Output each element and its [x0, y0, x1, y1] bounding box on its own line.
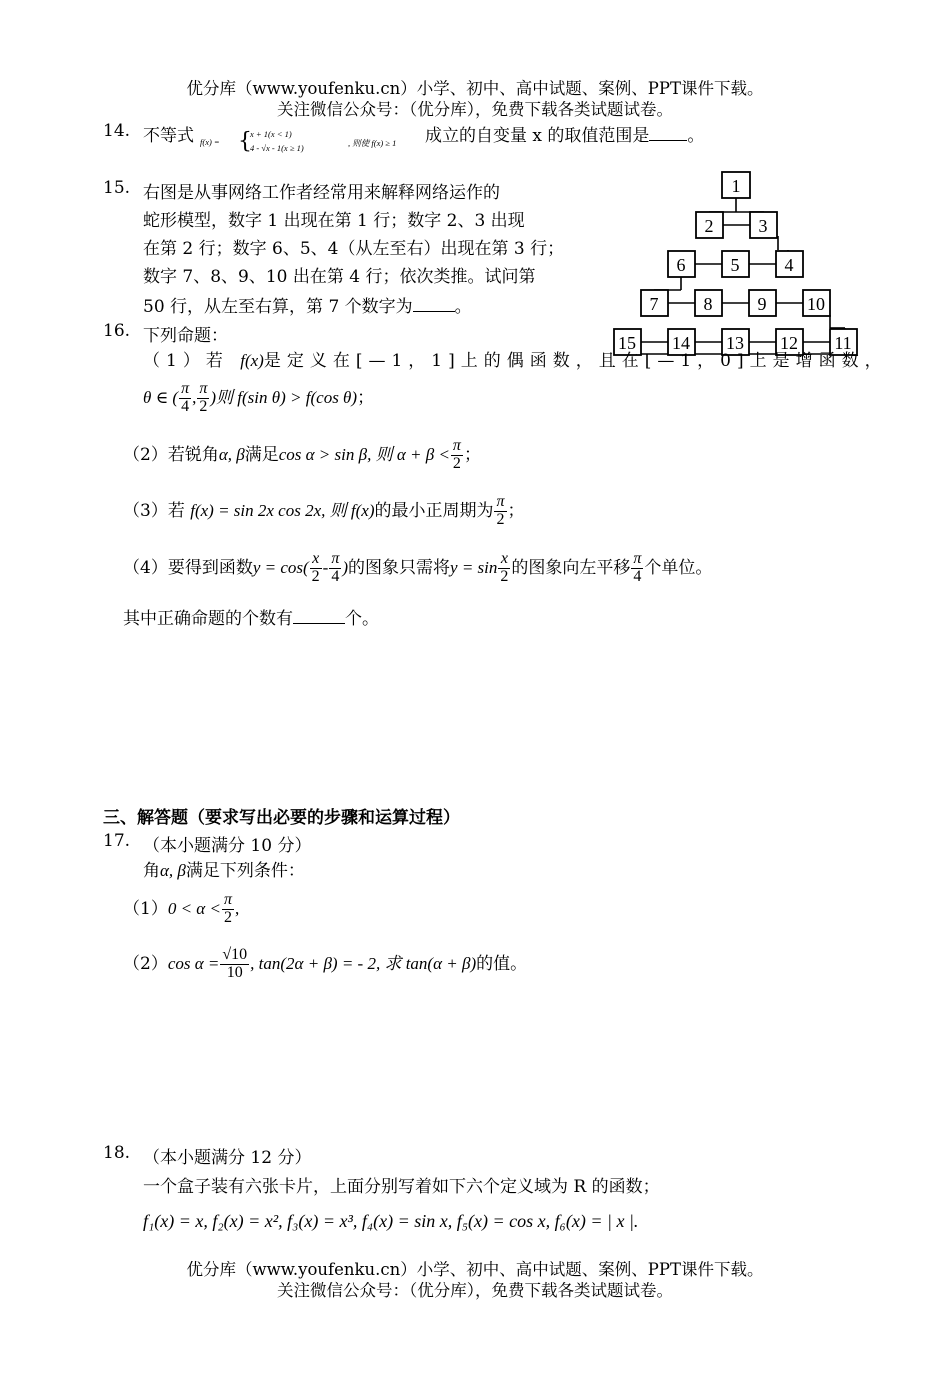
q14-piecewise: [200, 128, 425, 158]
q15-line-5-text: 50 行，从左至右算，第 7 个数字为: [143, 297, 413, 317]
q16-answer-blank[interactable]: [293, 623, 345, 624]
q16-p2-text2: 满足: [244, 444, 279, 465]
diagram-num: 12: [780, 333, 798, 353]
frac-den: 2: [452, 454, 461, 472]
diagram-num: 1: [731, 176, 741, 196]
q16-p3-expr: f(x) = sin 2x cos 2x, 则 f(x): [190, 500, 375, 520]
snake-model-diagram: [608, 168, 863, 364]
q17-condition-2: [123, 947, 527, 982]
q16-p2-text: 若锐角: [167, 444, 219, 465]
q16-p4-minus: -: [322, 557, 329, 577]
q15-end: 。: [454, 297, 472, 317]
q15-line-2: 蛇形模型，数字 1 出现在第 1 行；数字 2、3 出现: [143, 211, 525, 231]
section3-title: 三、解答题（要求写出必要的步骤和运算过程）: [103, 808, 460, 828]
q16-p3-semi: ；: [507, 500, 525, 521]
frac-pi: π: [452, 437, 461, 454]
q16-p3-label: （3）: [123, 500, 168, 521]
q18-intro: 一个盒子装有六张卡片，上面分别写着如下六个定义域为 R 的函数；: [143, 1177, 660, 1197]
q16-p1-semi: ；: [357, 387, 375, 408]
frac-den: 2: [500, 567, 509, 585]
footer-line-2: 关注微信公众号：（优分库），免费下载各类试题试卷。: [277, 1281, 673, 1300]
q16-p4-text: 要得到函数: [167, 557, 253, 578]
frac-den: 2: [311, 567, 320, 585]
q17-c2-b: , tan(2α + β) = - 2, 求 tan(α + β): [250, 953, 477, 973]
q14-number: 14.: [103, 121, 131, 141]
diagram-num: 8: [703, 294, 713, 314]
q15-line-1: 右图是从事网络工作者经常用来解释网络运作的: [143, 183, 500, 203]
q16-p2-expr: α, β: [218, 444, 245, 464]
q16-p4-expr-b: ): [342, 557, 349, 577]
q16-p1-fx: f(x): [240, 351, 264, 370]
q17-c2-end: 的值。: [476, 953, 528, 974]
diagram-num: 13: [726, 333, 744, 353]
q15-number: 15.: [103, 178, 131, 198]
frac-den: 4: [331, 567, 340, 585]
q16-p2: [123, 438, 481, 473]
q16-p4-text3: 的图象向左平移: [511, 557, 631, 578]
footer-line-1: 优分库（www.youfenku.cn）小学、初中、高中试题、案例、PPT课件下载。: [186, 1260, 764, 1279]
frac-pi: π: [223, 891, 232, 908]
q16-p4-label: （4）: [123, 557, 168, 578]
frac-den: 2: [223, 908, 232, 926]
q14-piece-row1: x + 1(x < 1): [250, 129, 292, 139]
q16-p4-expr-a: y = cos(: [252, 557, 309, 577]
q18-number: 18.: [103, 1143, 131, 1163]
q16-p3: [123, 494, 525, 529]
q17-c1-label: （1）: [123, 898, 168, 919]
q16-p1-rest: )则 f(sin θ) > f(cos θ): [210, 387, 358, 407]
q16-p1-text-b: 是定义在[—1，1]上的偶函数，且在[—1，0]上是增函数，: [263, 351, 888, 371]
q17-intro-expr: α, β: [160, 861, 186, 880]
frac-den: 2: [199, 397, 208, 415]
q16-p3-text: 若: [167, 500, 185, 521]
frac-pi: π: [199, 380, 208, 397]
q16-title: 下列命题：: [143, 326, 228, 346]
q16-p2-semi: ；: [463, 444, 481, 465]
q18-functions: f₁(x) = x, f₂(x) = x², f₃(x) = x³, f₄(x) = sin x, f₅(x) = cos x, f₆(x) = | x |.: [143, 1211, 639, 1231]
q15-answer-blank[interactable]: [413, 311, 455, 312]
header-line-2: 关注微信公众号：（优分库），免费下载各类试题试卷。: [277, 100, 673, 119]
q17-intro: [143, 856, 305, 881]
diagram-num: 4: [784, 255, 794, 275]
q14-piece-tail: , 则使 f(x) ≥ 1: [348, 138, 397, 148]
diagram-num: 6: [676, 255, 686, 275]
q15-line-3: 在第 2 行；数字 6、5、4（从左至右）出现在第 3 行；: [143, 239, 565, 259]
q17-intro-a: 角: [143, 861, 160, 881]
q14-brace-glyph: {: [238, 129, 252, 154]
diagram-num: 14: [672, 333, 690, 353]
q16-p1-theta: θ ∈ (: [143, 387, 179, 407]
q16-p1-label: （1）: [143, 351, 206, 371]
q14-piece-row2: 4 - √x - 1(x ≥ 1): [250, 143, 304, 153]
q16-number: 16.: [103, 321, 131, 341]
q16-p1-line2: θ ∈ ( $\frac{\pi}{4}$ , $\frac{\pi}{2}$ )则 f(sin θ) > f(cos θ)；: [143, 380, 375, 415]
frac-num: x: [310, 551, 322, 569]
frac-den: 2: [496, 510, 505, 528]
diagram-num: 7: [649, 294, 659, 314]
q14-piece-fx: f(x) =: [200, 137, 220, 147]
q17-number: 17.: [103, 831, 131, 851]
q14-answer-blank[interactable]: [649, 140, 687, 141]
q17-c2-a: cos α =: [167, 953, 220, 973]
frac-num: x: [498, 551, 510, 569]
frac-num: √10: [222, 946, 248, 963]
q16-p2-expr2: cos α > sin β, 则 α + β <: [278, 444, 450, 464]
q16-p3-text2: 的最小正周期为: [374, 500, 494, 521]
frac-pi: π: [331, 550, 340, 567]
q16-p1-line1: [143, 346, 888, 371]
frac-den: 10: [226, 963, 243, 981]
frac-den: 4: [633, 567, 642, 585]
diagram-num: 3: [758, 216, 768, 236]
q16-p4-text4: 个单位。: [644, 557, 713, 578]
q17-points: （本小题满分 10 分）: [143, 836, 312, 856]
q15-line-5: [143, 292, 472, 317]
q16-p1-text-a: 若: [205, 351, 229, 371]
q16-p4-expr-c: y = sin: [450, 557, 498, 577]
frac-pi: π: [633, 550, 642, 567]
q14-lead: 不等式: [143, 126, 194, 146]
q17-c1-end: ,: [234, 898, 240, 918]
diagram-num: 9: [757, 294, 767, 314]
frac-den: 4: [181, 397, 190, 415]
q16-conclusion: [123, 604, 379, 629]
diagram-num: 5: [730, 255, 740, 275]
q16-p4: [123, 551, 712, 586]
header-line-1: 优分库（www.youfenku.cn）小学、初中、高中试题、案例、PPT课件下载。: [186, 79, 764, 98]
q18-points: （本小题满分 12 分）: [143, 1148, 312, 1168]
q16-p2-label: （2）: [123, 444, 168, 465]
q17-condition-1: [123, 892, 239, 927]
diagram-num: 2: [704, 216, 714, 236]
q17-c1-expr: 0 < α <: [167, 898, 221, 918]
diagram-num: 10: [807, 294, 825, 314]
frac-pi: π: [181, 380, 190, 397]
q15-line-4: 数字 7、8、9、10 出在第 4 行；依次类推。试问第: [143, 267, 536, 287]
q14-tail-text: 成立的自变量 x 的取值范围是: [425, 126, 650, 146]
q16-p4-text2: 的图象只需将: [348, 557, 451, 578]
diagram-num: 15: [618, 333, 636, 353]
q17-c2-label: （2）: [123, 953, 168, 974]
q14-tail: [425, 121, 704, 146]
diagram-num: 11: [834, 333, 852, 353]
q14-end: 。: [687, 126, 705, 146]
q16-conclusion-text: 其中正确命题的个数有: [123, 609, 293, 629]
q16-conclusion-end: 个。: [345, 609, 379, 629]
frac-pi: π: [496, 493, 505, 510]
q17-intro-b: 满足下列条件：: [185, 861, 305, 881]
